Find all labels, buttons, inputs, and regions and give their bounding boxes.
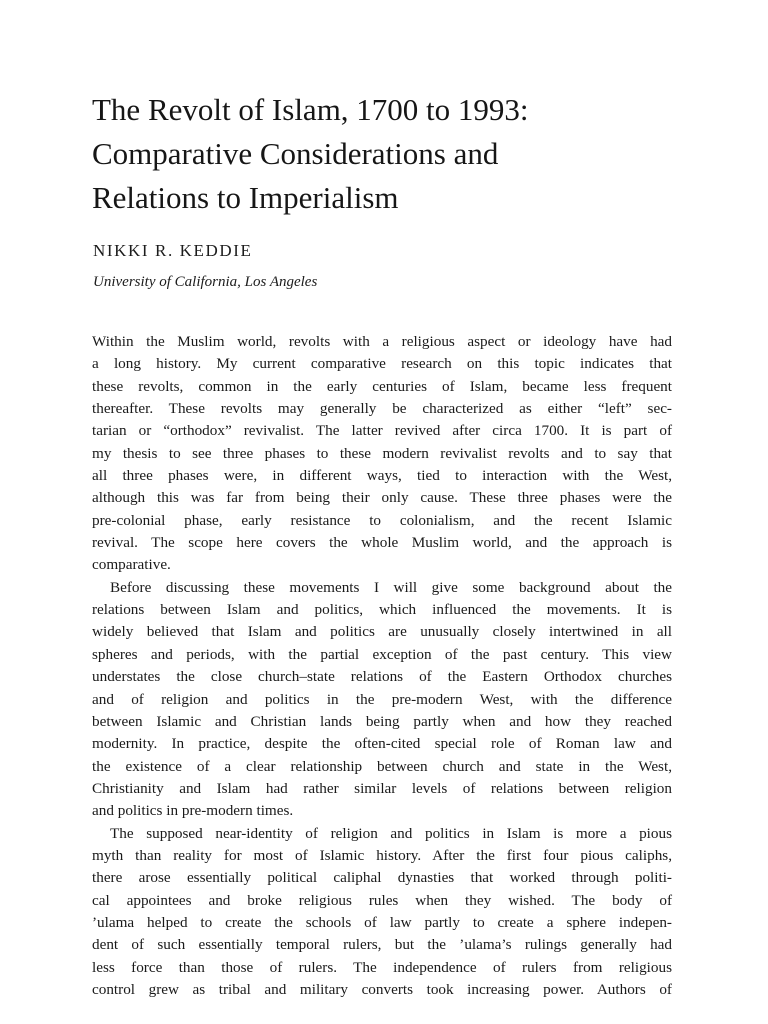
text-line: understates the close church–state relations of the Eastern Orthodox churches [92,668,672,686]
text-line: Within the Muslim world, revolts with a religious aspect or ideology have had [92,333,672,350]
text-line: relations between Islam and politics, which influenced the movements. It is [92,601,672,619]
text-line: a long history. My current comparative research on this topic indicates that [92,355,672,373]
title-line: Comparative Considerations and [92,136,499,171]
text-line: there arose essentially political caliphal dynasties that worked through politi- [92,869,672,887]
text-line: Before discussing these movements I will give some background about the [110,578,672,596]
text-line: although this was far from being their only cause. These three phases were the [92,489,672,507]
paragraph-1 [92,331,672,577]
text-line: revival. The scope here covers the whole Muslim world, and the approach is [92,534,672,552]
text-line: my thesis to see three phases to these modern revivalist revolts and to say that [92,444,672,462]
text-line: less force than those of rulers. The independence of rulers from religious [92,958,672,976]
text-line: cal appointees and broke religious rules when they wished. The body of [92,891,672,909]
text-line: comparative. [92,556,171,574]
author-name: NIKKI R. KEDDIE [93,241,253,260]
text-line: Christianity and Islam had rather similar levels of relations between religion [92,779,672,797]
text-line: these revolts, common in the early centuries of Islam, became less frequent [92,377,672,395]
text-line: The supposed near-identity of religion and politics in Islam is more a pious [110,824,672,842]
paragraph-3 [92,823,672,1002]
text-line: modernity. In practice, despite the often-cited special role of Roman law and [92,735,672,753]
text-line: spheres and periods, with the partial exception of the past century. This view [92,645,672,663]
text-line: thereafter. These revolts may generally be characterized as either “left” sec- [92,400,672,418]
title-line: The Revolt of Islam, 1700 to 1993: [92,92,529,127]
text-line: control grew as tribal and military converts took increasing power. Authors of [92,980,672,998]
text-line: dent of such essentially temporal rulers, but the ’ulama’s rulings generally had [92,936,672,954]
paragraph-2 [92,577,672,823]
text-line: the existence of a clear relationship between church and state in the West, [92,757,672,775]
text-line: all three phases were, in different ways, tied to interaction with the West, [92,467,672,485]
article-title [92,88,692,220]
text-line: tarian or “orthodox” revivalist. The latter revived after circa 1700. It is part of [92,422,672,440]
author-affiliation: University of California, Los Angeles [93,274,318,290]
text-line: myth than reality for most of Islamic history. After the first four pious caliphs, [92,846,672,864]
text-line: and politics in pre-modern times. [92,802,294,820]
text-line: between Islamic and Christian lands being partly when and how they reached [92,712,672,730]
text-line: and of religion and politics in the pre-modern West, with the difference [92,690,672,708]
text-line: ’ulama helped to create the schools of law partly to create a sphere indepen- [92,913,672,931]
title-line: Relations to Imperialism [92,180,399,215]
text-line: pre-colonial phase, early resistance to colonialism, and the recent Islamic [92,511,672,529]
text-line: widely believed that Islam and politics are unusually closely intertwined in all [92,623,672,641]
article-body [92,331,672,1001]
